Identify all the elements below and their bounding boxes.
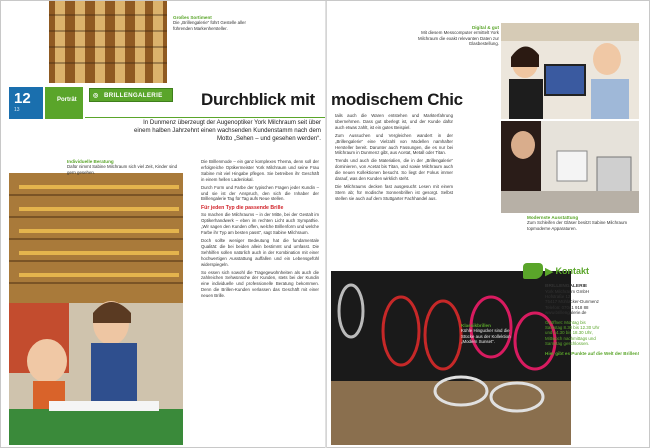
- kontakt-title: Kontakt: [555, 266, 589, 276]
- caption-left-mid: [67, 159, 185, 175]
- caption-top-title: Großes Sortiment: [173, 15, 212, 20]
- kontakt-line-2: Hofstraße 12: [545, 294, 571, 300]
- brand-logo-text: BRILLENGALERIE: [104, 92, 163, 99]
- page-number-box: [9, 87, 43, 119]
- caption-bottom: [461, 323, 523, 344]
- shop-photo-left: [9, 173, 183, 445]
- brand-logo: [89, 88, 173, 102]
- lead-paragraph: In Dunmenz überzeugt der Augenoptiker York Milchraum seit über einem halben Jahrzehnt einen wachsenden Kundenstamm nach dem Motto „Sehen – und gesehen werden“.: [134, 119, 321, 143]
- brand-logo-glasses-icon: ◎: [93, 93, 99, 99]
- col1b-paragraph-3: So essen sich sowohl die Tragegewohnheiten als auch die zahlreichen Sehwünsche der Kunden, stets bei der Kundin eine individuelle und professionelle Beratung bekommen. Denn die Brillen-Kunden verlassen das Geschäft mit einer neuen Brille.: [201, 269, 319, 299]
- kontakt-line-3: 75417 Mühlacker-Dunmenz: [545, 299, 599, 305]
- shop-photo-right-top: [501, 23, 639, 119]
- col2-paragraph-1: tails auch die Waren entstehen und Markterfahrung übernehmen. Dass gut überlegt ist, und der Kunde dafür auch etwas zahlt, ist ein gutes Beispiel.: [335, 113, 453, 130]
- lens-grinding-station-illustration: [501, 121, 639, 213]
- kontakt-arrow-icon: ▶: [545, 265, 554, 278]
- caption-right-mid-title: Modernste Ausstattung: [527, 215, 579, 220]
- eyeglass-shelf-illustration: [49, 1, 167, 83]
- opticians-with-computer-illustration: [501, 23, 639, 119]
- kontakt-line-5: www.brillengalerie.de: [545, 309, 587, 315]
- kontakt-hours-2: und 14.30 bis 18.30 Uhr,: [545, 330, 593, 336]
- header-rule: [85, 117, 325, 118]
- headline-part2: modischem Chic: [331, 90, 463, 109]
- caption-right-mid-text: Zum Schleifen der Gläser besitzt Sabine Milchraum topmoderne Apparaturen.: [527, 220, 628, 231]
- kontakt-hours-title: Geöffnet: Montag bis: [545, 320, 586, 326]
- kontakt-box: [545, 263, 643, 413]
- section-label-box: [45, 87, 83, 119]
- caption-left-mid-text: Dafür nimmt Sabine Milchraum sich viel Zeit, Kinder sind gern gesehen.: [67, 164, 178, 175]
- col1-paragraph-2: Durch Form und Farbe der typischen Fragen jeder Kundin – und sie ist der Anspruch, den sich die Inhaber der Brillengalerie Tag für Tag aufs Neue stellen.: [201, 184, 319, 202]
- caption-bottom-title: Klassikbrillen: [461, 323, 491, 328]
- optician-with-child-illustration: [9, 173, 183, 445]
- spread-gutter: [325, 1, 327, 448]
- caption-right-top-text: Mit diesem Messcomputer ermittelt York Milchraum die exakt relevanten Daten zur Glasbestellung.: [417, 30, 499, 46]
- column-1: [201, 159, 319, 299]
- glasses-photo-bottom: [331, 271, 571, 445]
- kontakt-hours-3: Mittwoch nachmittags und: [545, 335, 596, 341]
- kontakt-line-1: York Milchraum GmbH: [545, 289, 589, 294]
- shoe-icon: [523, 263, 543, 279]
- caption-top: [173, 15, 263, 31]
- col1-subheading: Für jeden Typ die passende Brille: [201, 205, 284, 212]
- col1b-paragraph-2: Doch sollte weniger Bedeutung hat die fundamentale Qualität: die bei beiden allein bestimmt und umfasst. Die Sehhilfen sollen natürlich auch in der Kombination mit einer hochwertigen Ausstattung auffallen und ein Lebensgefühl widerspiegeln.: [201, 237, 319, 267]
- col2-paragraph-4: Die Milchraums decken fast ausgesucht Lesen mit einem Stern ab; für modische Sonnenbrillen ist gesorgt. Selbst stellen sie auch auf dem Stuttgarter Fachhandel aus.: [335, 183, 453, 201]
- caption-bottom-text: Kühle Hingucker sind die Stücke aus der Kollektion „Modern Sunset“.: [461, 328, 511, 344]
- column-2: [335, 113, 453, 202]
- kontakt-line-4: Telefon: 07041 918 88: [545, 304, 589, 310]
- kontakt-company: BRILLENGALERIE: [545, 284, 588, 289]
- col2-paragraph-3: Trends und auch die Materialien, die in der „Brillengalerie“ dominieren, von Acetat bis Titan, und sowie Milchraum auch die neuen Kollektionen besucht. So liegt der Fokus immer darauf, was den Kunden wirklich steht.: [335, 158, 453, 182]
- caption-right-mid: [527, 215, 639, 231]
- shelf-photo-top: [49, 1, 167, 83]
- col1-paragraph-1: Die Brillenmode – ein ganz komplexes Thema, denn soll der erfolgreiche Optikermeister York Milchraum und seine Frau Sabine mit viel Hingabe pflegen. Sie betreiben ihr Geschäft in einem hellen Ladenlokal.: [201, 159, 319, 182]
- shop-photo-right-mid: [501, 121, 639, 213]
- kontakt-hours-4: Samstag geschlossen.: [545, 340, 590, 346]
- kontakt-hours-1: Samstag 8.30 bis 12.30 Uhr: [545, 325, 600, 331]
- page-number-small: 13: [14, 107, 20, 113]
- kontakt-footer: Hier gibt es Punkte auf die Welt der Brillen!: [545, 351, 640, 357]
- section-label: Porträt: [57, 97, 77, 103]
- page-number: 12: [14, 90, 31, 107]
- caption-right-top: [415, 25, 499, 46]
- caption-top-text: Die „Brillengalerie“ führt Gestelle aller führenden Markenhersteller.: [173, 20, 246, 31]
- caption-right-top-title: Digital & gut: [471, 25, 499, 30]
- col1b-paragraph-1: So machen die Milchraums – in der Mitte, bei der Gestalt im Optikerhandwerk – eben im rechten Licht auch Sympathie. „Wir sagen den Kunden offen, welche Brillenform und welche Farbe ihr Typ am besten passt“, sagt Sabine Milchraum.: [201, 212, 319, 236]
- kontakt-header: [545, 263, 643, 279]
- col2-paragraph-2: Zum Aussuchen und Vergleichen wandert in der „Brillengalerie“ eine Vielzahl von Modellen namhafter Hersteller bereit. Darunter auch Fassungen, die es nur bei Milchraum in Dunmenz gibt, aus Acetat, Metall oder Titan.: [335, 132, 453, 156]
- colorful-eyeglass-frames-illustration: [331, 271, 571, 445]
- headline-part1: Durchblick mit: [201, 90, 315, 109]
- caption-left-mid-title: Individuelle Beratung: [67, 159, 114, 164]
